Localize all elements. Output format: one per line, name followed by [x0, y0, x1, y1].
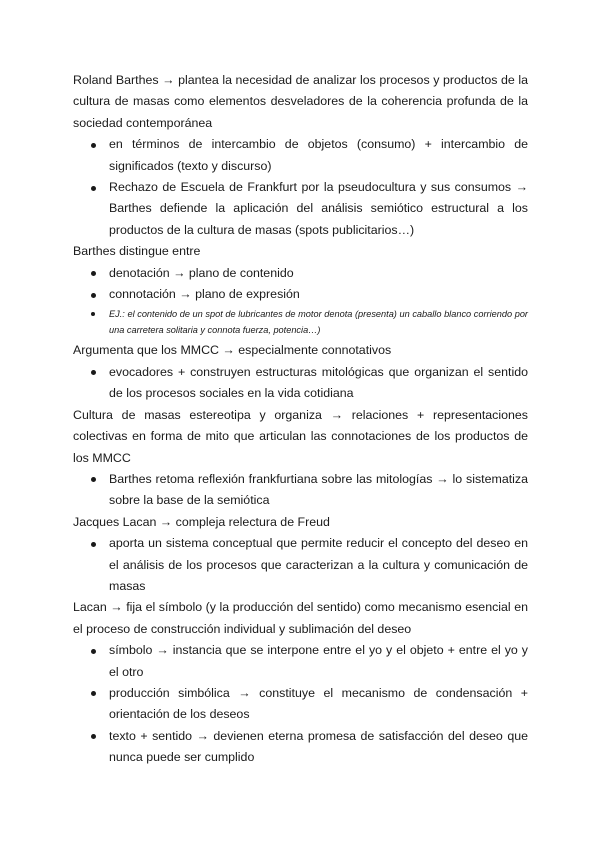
document-page — [73, 70, 528, 769]
list-item: texto + sentido → devienen eterna promesa de satisfacción del deseo que nunca puede ser cumplido — [73, 726, 528, 769]
list-item: connotación → plano de expresión — [73, 284, 528, 305]
list-item: en términos de intercambio de objetos (consumo) + intercambio de significados (texto y discurso) — [73, 134, 528, 177]
paragraph-cultura-de-masas: Cultura de masas estereotipa y organiza → relaciones + representaciones colectivas en forma de mito que articulan las connotaciones de los productos de los MMCC — [73, 407, 528, 465]
bullet-list — [73, 533, 528, 597]
paragraph-lacan-intro: Jacques Lacan → compleja relectura de Freud — [73, 514, 330, 529]
bullet-list — [73, 263, 528, 341]
list-item: evocadores + construyen estructuras mitológicas que organizan el sentido de los procesos sociales en la vida cotidiana — [73, 362, 528, 405]
list-item: Barthes retoma reflexión frankfurtiana sobre las mitologías → lo sistematiza sobre la base de la semiótica — [73, 469, 528, 512]
bullet-list — [73, 640, 528, 768]
paragraph-argumenta: Argumenta que los MMCC → especialmente connotativos — [73, 343, 392, 358]
list-item: Rechazo de Escuela de Frankfurt por la pseudocultura y sus consumos → Barthes defiende la aplicación del análisis semiótico estructural a los productos de la cultura de masas (spots publicitarios…) — [73, 177, 528, 241]
bullet-list — [73, 134, 528, 241]
example-list-item: EJ.: el contenido de un spot de lubricantes de motor denota (presenta) un caballo blanco corriendo por una carretera solitaria y connota fuerza, potencia…) — [73, 305, 528, 340]
list-item: símbolo → instancia que se interpone entre el yo y el objeto + entre el yo y el otro — [73, 640, 528, 683]
list-item: denotación → plano de contenido — [73, 263, 528, 284]
paragraph-barthes-intro: Roland Barthes → plantea la necesidad de analizar los procesos y productos de la cultura de masas como elementos desveladores de la coherencia profunda de la sociedad contemporánea — [73, 73, 528, 130]
list-item: aporta un sistema conceptual que permite reducir el concepto del deseo en el análisis de los procesos que caracterizan a la cultura y comunicación de masas — [73, 533, 528, 597]
paragraph-lacan-simbolo: Lacan → fija el símbolo (y la producción del sentido) como mecanismo esencial en el proceso de construcción individual y sublimación del deseo — [73, 600, 528, 636]
paragraph-barthes-distingue: Barthes distingue entre — [73, 244, 201, 259]
bullet-list — [73, 362, 528, 405]
list-item: producción simbólica → constituye el mecanismo de condensación + orientación de los deseos — [73, 683, 528, 726]
bullet-list — [73, 469, 528, 512]
